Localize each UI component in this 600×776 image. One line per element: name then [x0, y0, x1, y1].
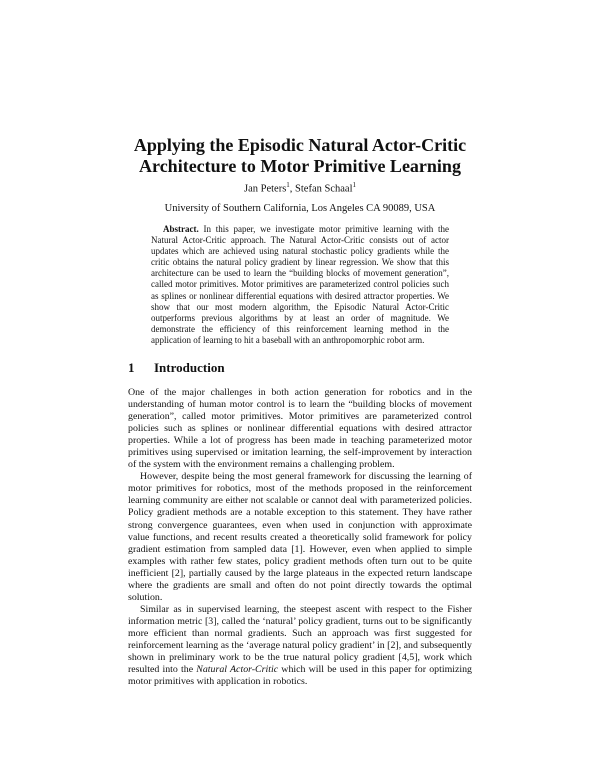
paragraph: One of the major challenges in both action generation for robotics and in the understanding of human motor control is to learn the “building blocks of movement generation”, called motor primitives. Motor primitives are parameterized control policies such as splines or nonlinear differential equations with desired attractor properties. While a lot of progress has been made in teaching parameterized motor primitives using supervised or imitation learning, the self-improvement by interaction of the system with the environment remains a challenging problem. — [128, 387, 472, 471]
author-name: Stefan Schaal — [295, 183, 353, 195]
author-separator: , — [289, 183, 296, 195]
title-line-1: Applying the Episodic Natural Actor-Critic — [133, 135, 467, 155]
section-title: Introduction — [154, 360, 225, 375]
paragraph-text: Similar as in supervised learning, the steepest ascent with respect to the Fisher information metric [3], called the ‘natural’ policy gradient, turns out to be significantly more efficient than normal gradients. Such an approach was first suggested for reinforcement learning as the ‘average natural policy gradient’ in [2], and subsequently shown in preliminary work to be the true natural policy gradient [4,5], work which resulted into the — [128, 603, 472, 676]
section-heading — [128, 360, 472, 376]
paragraph-text: which will be used in this paper for optimizing motor primitives with application in robotics. — [128, 664, 472, 688]
paragraph: However, despite being the most general framework for discussing the learning of motor primitives for robotics, most of the methods proposed in the reinforcement learning community are either not scalable or cannot deal with parameterized policies. Policy gradient methods are a notable exception to this statement. They have rather strong convergence guarantees, even when used in conjunction with approximate value functions, and recent results created a theoretically solid framework for policy gradient estimation from sampled data [1]. However, even when applied to simple examples with rather few states, policy gradient methods often turn out to be quite inefficient [2], partially caused by the large plateaus in the expected return landscape where the gradients are small and often do not point directly towards the optimal solution. — [128, 471, 472, 603]
abstract — [151, 224, 449, 346]
abstract-text: In this paper, we investigate motor primitive learning with the Natural Actor-Critic approach. The Natural Actor-Critic consists out of actor updates which are achieved using natural stochastic policy gradients while the critic obtains the natural policy gradient by linear regression. We show that this architecture can be used to learn the “building blocks of movement generation”, called motor primitives. Motor primitives are parameterized control policies such as splines or nonlinear differential equations with desired attractor properties. We show that our most modern algorithm, the Episodic Natural Actor-Critic outperforms previous algorithms by at least an order of magnitude. We demonstrate the efficiency of this reinforcement learning method in the application of learning to hit a baseball with an anthropomorphic robot arm. — [151, 224, 449, 345]
title-line-2: Architecture to Motor Primitive Learning — [139, 156, 461, 176]
author-list — [0, 181, 600, 195]
author-name: Jan Peters — [244, 183, 287, 195]
affiliation-mark: 1 — [352, 181, 356, 189]
paragraph — [128, 604, 472, 688]
paper-title — [0, 135, 600, 177]
section-number: 1 — [128, 360, 135, 375]
emphasis-term: Natural Actor-Critic — [196, 664, 279, 676]
abstract-label: Abstract. — [163, 224, 199, 234]
body-text — [128, 387, 472, 688]
affiliation: University of Southern California, Los Angeles CA 90089, USA — [164, 203, 436, 214]
affiliation-mark: 1 — [286, 181, 290, 189]
